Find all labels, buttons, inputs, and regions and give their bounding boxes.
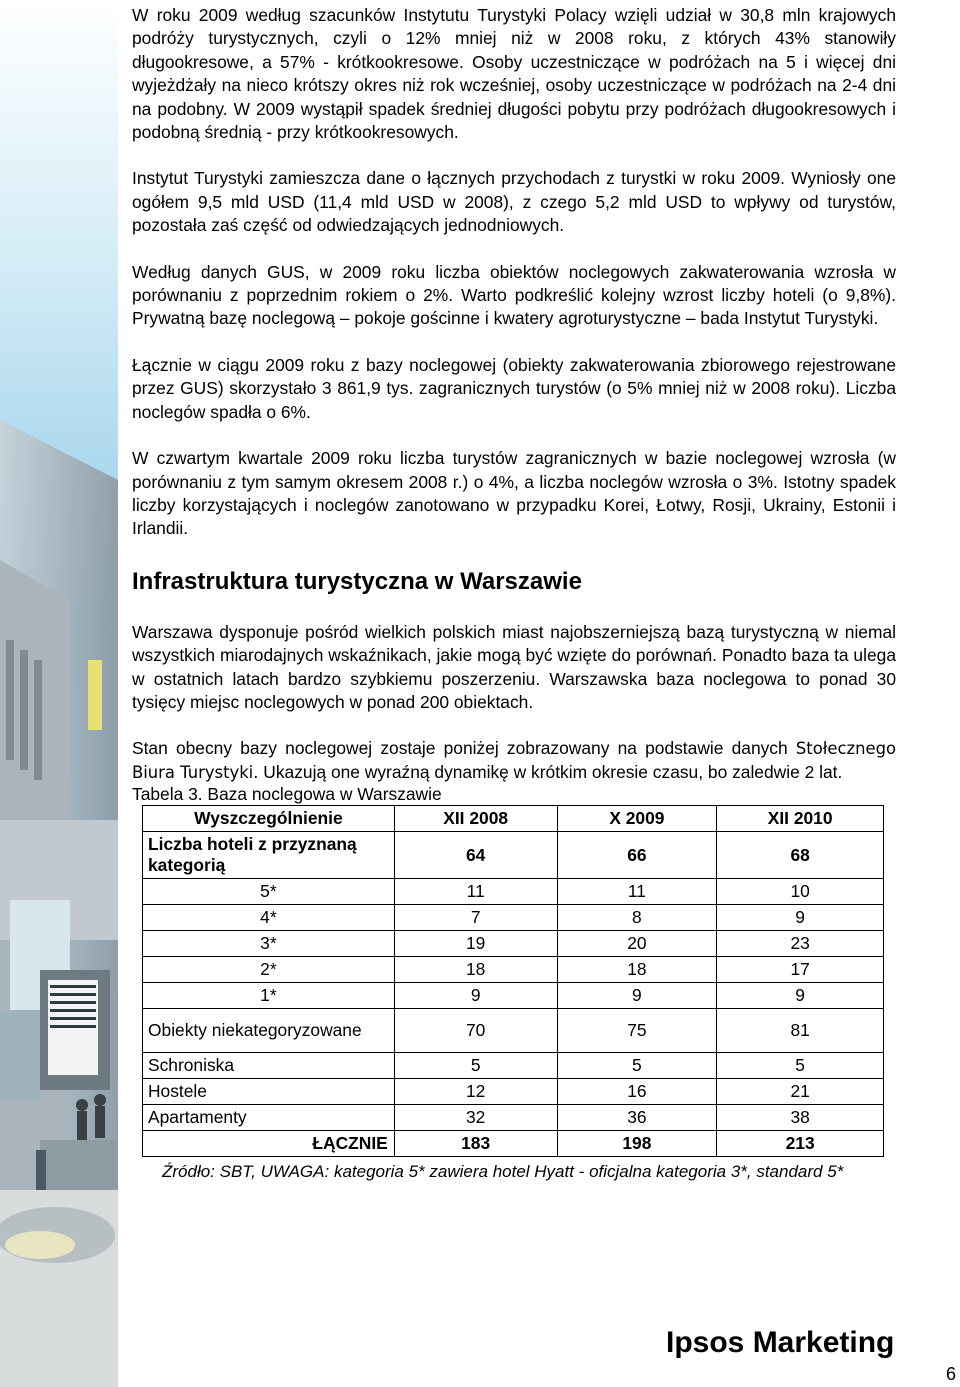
table-cell: 20 (557, 931, 717, 957)
table-cell: 10 (717, 879, 884, 905)
table-cell: 198 (557, 1131, 717, 1157)
table-row (143, 1105, 884, 1131)
row-label: 2* (143, 957, 395, 983)
table-cell: 75 (557, 1009, 717, 1053)
table-row (143, 957, 884, 983)
row-label: Hostele (143, 1079, 395, 1105)
table-cell: 32 (394, 1105, 557, 1131)
table-cell: 64 (394, 832, 557, 879)
paragraph-tourism-revenue: Instytut Turystyki zamieszcza dane o łącznych przychodach z turystki w roku 2009. Wyniosły one ogółem 9,5 mld USD (11,4 mld USD w 2008), z czego 5,2 mld USD to wpływy od turystów, pozostała zaś część od odwiedzających jednodniowych. (132, 168, 896, 236)
table-row (143, 879, 884, 905)
table-cell: 5 (557, 1053, 717, 1079)
row-label: Liczba hoteli z przyznaną kategorią (143, 832, 395, 879)
table-cell: 18 (394, 957, 557, 983)
table-cell: 23 (717, 931, 884, 957)
table-header: XII 2010 (717, 806, 884, 832)
table-total-row (143, 1131, 884, 1157)
section-heading: Infrastruktura turystyczna w Warszawie (132, 567, 582, 595)
table-row (143, 1079, 884, 1105)
table-cell: 9 (717, 983, 884, 1009)
intro-part-1: Stan obecny bazy noclegowej zostaje poniżej zobrazowany na podstawie danych (132, 738, 788, 759)
intro-part-2: Stołecznego Biura Turystyki. (132, 739, 896, 782)
table-source-note: Źródło: SBT, UWAGA: kategoria 5* zawiera hotel Hyatt - oficjalna kategoria 3*, standard 5* (162, 1162, 844, 1182)
table-cell: 12 (394, 1079, 557, 1105)
table-header: XII 2008 (394, 806, 557, 832)
table-cell: 70 (394, 1009, 557, 1053)
row-label: 4* (143, 905, 395, 931)
table-cell: 9 (717, 905, 884, 931)
table-cell: 11 (394, 879, 557, 905)
table-cell: 68 (717, 832, 884, 879)
table-cell: 11 (557, 879, 717, 905)
table-cell: 18 (557, 957, 717, 983)
table-header: X 2009 (557, 806, 717, 832)
table-cell: 81 (717, 1009, 884, 1053)
table-cell: 17 (717, 957, 884, 983)
accommodation-table (142, 805, 884, 1157)
table-cell: 5 (394, 1053, 557, 1079)
table-caption: Tabela 3. Baza noclegowa w Warszawie (132, 784, 442, 805)
paragraph-gus-accommodation: Według danych GUS, w 2009 roku liczba obiektów noclegowych zakwaterowania wzrosła w porównaniu z poprzednim rokiem o 2%. Warto podkreślić kolejny wzrost liczby hoteli (o 9,8%). Prywatną bazę noclegową – pokoje gościnne i kwatery agroturystyczne – bada Instytut Turystyki. (132, 261, 896, 329)
table-row (143, 832, 884, 879)
table-cell: 8 (557, 905, 717, 931)
table-cell: 7 (394, 905, 557, 931)
table-cell: 36 (557, 1105, 717, 1131)
table-cell: 66 (557, 832, 717, 879)
document-body (132, 4, 896, 1183)
decorative-sidebar-image (0, 0, 118, 1387)
total-label: ŁĄCZNIE (143, 1131, 395, 1157)
row-label: 3* (143, 931, 395, 957)
sidebar-illustration (0, 0, 118, 1387)
table-cell: 16 (557, 1079, 717, 1105)
table-cell: 38 (717, 1105, 884, 1131)
table-cell: 19 (394, 931, 557, 957)
row-label: Obiekty niekategoryzowane (143, 1009, 395, 1053)
table-cell: 9 (394, 983, 557, 1009)
intro-part-3: Ukazują one wyraźną dynamikę w krótkim okresie czasu, bo zaledwie 2 lat. (263, 761, 843, 782)
paragraph-domestic-travel: W roku 2009 według szacunków Instytutu Turystyki Polacy wzięli udział w 30,8 mln krajowych podróży turystycznych, czyli o 12% mniej niż w 2008 roku, z których 43% stanowiły długookresowe, a 57% - krótkookresowe. Osoby uczestniczące w podróżach na 5 i więcej dni wyjeżdżały na nieco krótszy okres niż rok wcześniej, osoby uczestniczące w podróżach na 2-4 dni na podobny. W 2009 wystąpił spadek średniej długości pobytu przy podróżach długookresowych i podobną średnią - przy krótkookresowych. (132, 5, 896, 143)
table-row (143, 905, 884, 931)
table-cell: 21 (717, 1079, 884, 1105)
paragraph-table-intro (132, 737, 896, 784)
paragraph-foreign-tourists: Łącznie w ciągu 2009 roku z bazy noclegowej (obiekty zakwaterowania zbiorowego rejestrowane przez GUS) skorzystało 3 861,9 tys. zagranicznych turystów (o 5% mniej niż w 2008 roku). Liczba noclegów spadła o 6%. (132, 354, 896, 422)
paragraph-q4-2009: W czwartym kwartale 2009 roku liczba turystów zagranicznych w bazie noclegowej wzrosła (w porównaniu z tym samym okresem 2008 r.) o 4%, a liczba noclegów wzrosła o 3%. Istotny spadek liczby korzystających i noclegów zanotowano w przypadku Korei, Łotwy, Rosji, Ukrainy, Estonii i Irlandii. (132, 448, 896, 539)
paragraph-warsaw-infrastructure: Warszawa dysponuje pośród wielkich polskich miast najobszerniejszą bazą turystyczną w niemal wszystkich miarodajnych wskaźnikach, jakie mogą być wzięte do porównań. Ponadto baza ta ulega w ostatnich latach bardzo szybkiemu poszerzeniu. Warszawska baza noclegowa to ponad 30 tysięcy miejsc noclegowych w ponad 200 obiektach. (132, 621, 896, 712)
table-cell: 5 (717, 1053, 884, 1079)
table-row (143, 1053, 884, 1079)
page-number: 6 (946, 1364, 957, 1384)
table-cell: 183 (394, 1131, 557, 1157)
footer-brand: Ipsos Marketing (666, 1326, 895, 1359)
table-cell: 213 (717, 1131, 884, 1157)
table-header-row (143, 806, 884, 832)
row-label: Schroniska (143, 1053, 395, 1079)
row-label: Apartamenty (143, 1105, 395, 1131)
table-row (143, 1009, 884, 1053)
table-cell: 9 (557, 983, 717, 1009)
table-header: Wyszczególnienie (143, 806, 395, 832)
table-row (143, 983, 884, 1009)
table-row (143, 931, 884, 957)
row-label: 1* (143, 983, 395, 1009)
row-label: 5* (143, 879, 395, 905)
